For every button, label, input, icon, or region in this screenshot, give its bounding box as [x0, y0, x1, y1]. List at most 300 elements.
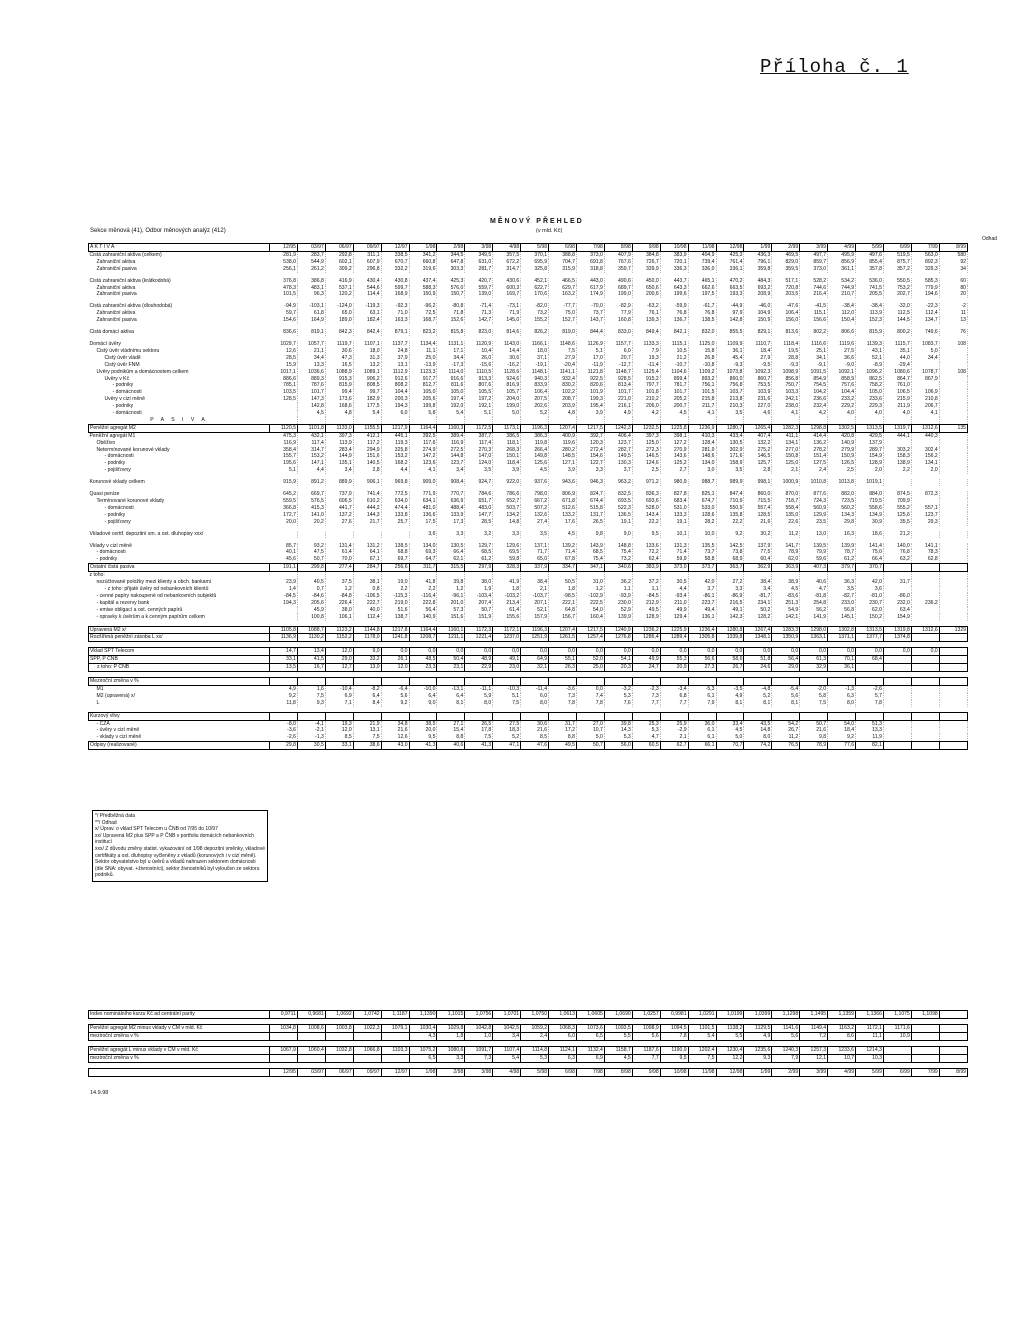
- value-cell: 806,9: [549, 491, 577, 498]
- header-row: [89, 1068, 968, 1076]
- value-cell: 41,3: [409, 742, 437, 750]
- value-cell: 50,2: [744, 607, 772, 614]
- value-cell: 210,7: [828, 291, 856, 298]
- table-row: [89, 1025, 968, 1033]
- value-cell: 105,0: [437, 389, 465, 396]
- value-cell: 7,7: [660, 700, 688, 707]
- value-cell: 25,7: [381, 519, 409, 526]
- value-cell: 1,8: [549, 586, 577, 593]
- value-cell: 219,0: [381, 600, 409, 607]
- footnote: xxx/ Z důvodu změny statist. vykazování od 1/98 depozitní směnky, vkladové certifikáty a ost. dluhopisy vyčleněny z vkladů (korunových i v cizí měně).: [95, 845, 265, 859]
- value-cell: 808,5: [353, 382, 381, 389]
- row-label: Čistá zahraniční aktiva (krátkodobá): [89, 277, 171, 284]
- value-cell: 140,5: [353, 460, 381, 467]
- value-cell: 28,8: [772, 355, 800, 362]
- value-cell: 1171,6: [883, 1025, 911, 1033]
- value-cell: 334,7: [549, 564, 577, 572]
- value-cell: 199,3: [576, 396, 604, 403]
- value-cell: [939, 460, 967, 467]
- value-cell: 31,3: [353, 355, 381, 362]
- table-row: [89, 369, 968, 376]
- value-cell: 0,8: [353, 586, 381, 593]
- value-cell: 233,6: [856, 396, 884, 403]
- value-cell: 787,6: [297, 382, 325, 389]
- value-cell: 6,5: [409, 1054, 437, 1062]
- value-cell: 5,6: [772, 1033, 800, 1041]
- value-cell: 155,2: [521, 317, 549, 324]
- value-cell: 2,0: [911, 467, 939, 474]
- value-cell: 20,2: [297, 519, 325, 526]
- value-cell: [883, 678, 911, 686]
- value-cell: 12,0: [325, 648, 353, 656]
- value-cell: 1091,7: [465, 1046, 493, 1054]
- value-cell: 150,9: [744, 317, 772, 324]
- value-cell: 1110,5: [465, 369, 493, 376]
- value-cell: 49,5: [632, 607, 660, 614]
- value-cell: 59,6: [800, 556, 828, 563]
- value-cell: 168,6: [325, 403, 353, 410]
- row-label: z toho:: [89, 572, 105, 579]
- value-cell: 533,0: [688, 505, 716, 512]
- value-cell: 1107,4: [493, 1046, 521, 1054]
- value-cell: 928,5: [604, 376, 632, 383]
- value-cell: 557,4: [744, 505, 772, 512]
- value-cell: 146,5: [632, 453, 660, 460]
- value-cell: 450,0: [632, 278, 660, 285]
- value-cell: 5,0: [493, 410, 521, 417]
- value-cell: [883, 693, 911, 700]
- value-cell: 26,3: [549, 664, 577, 672]
- value-cell: 261,2: [297, 266, 325, 273]
- value-cell: 3,4: [437, 467, 465, 474]
- value-cell: 23,1: [437, 664, 465, 672]
- value-cell: 27,1: [437, 720, 465, 727]
- value-cell: 10/98: [660, 1068, 688, 1076]
- value-cell: 104,9: [744, 310, 772, 317]
- value-cell: 1042,8: [465, 1025, 493, 1033]
- value-cell: 1207,4: [549, 424, 577, 432]
- value-cell: 5,2: [744, 693, 772, 700]
- value-cell: 474,4: [381, 505, 409, 512]
- value-cell: 77,5: [744, 549, 772, 556]
- value-cell: 60,5: [632, 742, 660, 750]
- value-cell: [911, 614, 939, 621]
- value-cell: 171,6: [716, 453, 744, 460]
- value-cell: 3,3: [576, 467, 604, 474]
- value-cell: 388,8: [549, 251, 577, 258]
- row-label: - opravky k úvěrům a k cenným papírům celkem: [96, 613, 205, 620]
- value-cell: 328,3: [493, 564, 521, 572]
- value-cell: 177,5: [353, 403, 381, 410]
- value-cell: 236,6: [800, 396, 828, 403]
- value-cell: 1312,6: [911, 626, 939, 634]
- value-cell: 79,9: [800, 549, 828, 556]
- value-cell: 1164,4: [409, 424, 437, 432]
- value-cell: 397,3: [325, 432, 353, 439]
- value-cell: 55,1: [549, 656, 577, 664]
- value-cell: -5,4: [772, 685, 800, 692]
- table-row: [89, 440, 968, 447]
- value-cell: 825,1: [688, 491, 716, 498]
- value-cell: -83,6: [772, 593, 800, 600]
- value-cell: 7,2: [800, 1033, 828, 1041]
- value-cell: 58,8: [688, 556, 716, 563]
- value-cell: 142,7: [465, 317, 493, 324]
- value-cell: 20,0: [270, 519, 298, 526]
- value-cell: 1,6: [297, 685, 325, 692]
- value-cell: 1083,7: [911, 341, 939, 348]
- value-cell: [325, 531, 353, 538]
- value-cell: 0,0: [883, 648, 911, 656]
- value-cell: [632, 678, 660, 686]
- value-cell: 10,9: [883, 1033, 911, 1041]
- value-cell: 13,0: [800, 531, 828, 538]
- value-cell: 51,6: [381, 607, 409, 614]
- value-cell: 4,8: [549, 410, 577, 417]
- value-cell: 139,9: [828, 543, 856, 550]
- value-cell: [381, 712, 409, 720]
- value-cell: 4,4: [381, 467, 409, 474]
- value-cell: 208,9: [744, 291, 772, 298]
- row-label: Oběživo: [96, 439, 116, 446]
- value-cell: 1134,4: [409, 341, 437, 348]
- value-cell: 67,1: [353, 556, 381, 563]
- value-cell: 1,8: [437, 1033, 465, 1041]
- value-cell: 123,7: [604, 440, 632, 447]
- value-cell: 153,2: [381, 453, 409, 460]
- value-cell: 12,1: [800, 1054, 828, 1062]
- value-cell: 63,1: [353, 310, 381, 317]
- value-cell: 1059,2: [521, 1025, 549, 1033]
- row-label: Kurzový vlivy: [89, 712, 270, 720]
- value-cell: 1319,7: [883, 424, 911, 432]
- value-cell: 1,1075: [883, 1011, 911, 1019]
- value-cell: 358,4: [270, 447, 298, 454]
- value-cell: 1286,4: [632, 634, 660, 642]
- value-cell: 0,0: [688, 648, 716, 656]
- value-cell: 25,0: [576, 664, 604, 672]
- value-cell: 389,4: [437, 432, 465, 439]
- value-cell: 77,9: [604, 310, 632, 317]
- value-cell: 916,6: [437, 376, 465, 383]
- value-cell: 28,2: [688, 519, 716, 526]
- value-cell: 6/99: [883, 244, 911, 252]
- value-cell: 5,0: [576, 734, 604, 741]
- value-cell: 528,0: [632, 505, 660, 512]
- value-cell: 137,9: [856, 440, 884, 447]
- value-cell: 340,6: [604, 564, 632, 572]
- value-cell: [660, 417, 688, 424]
- value-cell: 2/99: [772, 244, 800, 252]
- value-cell: 210,8: [911, 396, 939, 403]
- value-cell: 222,7: [353, 600, 381, 607]
- value-cell: 336,0: [688, 266, 716, 273]
- value-cell: 347,1: [576, 564, 604, 572]
- table-row: [89, 607, 968, 614]
- value-cell: 213,8: [716, 396, 744, 403]
- value-cell: 858,9: [828, 376, 856, 383]
- value-cell: 7,7: [632, 700, 660, 707]
- value-cell: 1217,5: [576, 626, 604, 634]
- table-row: [89, 285, 968, 292]
- value-cell: 64,8: [549, 607, 577, 614]
- value-cell: 73,7: [576, 310, 604, 317]
- value-cell: 125,7: [744, 460, 772, 467]
- value-cell: 5,3: [521, 1054, 549, 1062]
- value-cell: 495,9: [828, 251, 856, 258]
- value-cell: 544,9: [297, 259, 325, 266]
- row-label: - domácnosti: [104, 453, 134, 460]
- value-cell: 283,7: [297, 251, 325, 258]
- value-cell: 315,9: [549, 266, 577, 273]
- value-cell: 893,2: [688, 376, 716, 383]
- value-cell: 5,3: [604, 693, 632, 700]
- value-cell: 1,1: [632, 586, 660, 593]
- value-cell: 42,0: [688, 579, 716, 586]
- value-cell: 158,9: [716, 460, 744, 467]
- value-cell: 1013,8: [828, 479, 856, 486]
- value-cell: 1312,6: [911, 424, 939, 432]
- value-cell: -2,6: [270, 734, 298, 741]
- value-cell: [716, 572, 744, 579]
- value-cell: 1217,5: [576, 424, 604, 432]
- value-cell: 101,7: [297, 389, 325, 396]
- value-cell: 168,9: [381, 291, 409, 298]
- value-cell: [325, 1054, 353, 1062]
- value-cell: 106,9: [911, 389, 939, 396]
- value-cell: 123,7: [437, 460, 465, 467]
- row-label: Úvěry v Kč: [104, 375, 130, 382]
- value-cell: 1092,1: [828, 369, 856, 376]
- value-cell: 5/98: [521, 244, 549, 252]
- value-cell: 847,4: [716, 491, 744, 498]
- value-cell: 18,0: [521, 348, 549, 355]
- value-cell: 207,1: [521, 600, 549, 607]
- value-cell: -8,9: [856, 362, 884, 369]
- value-cell: 0,0: [660, 648, 688, 656]
- value-cell: 142,3: [716, 614, 744, 621]
- value-cell: 75,4: [604, 549, 632, 556]
- value-cell: 559,5: [270, 498, 298, 505]
- value-cell: [270, 531, 298, 538]
- value-cell: [939, 491, 967, 498]
- value-cell: 101,7: [660, 389, 688, 396]
- value-cell: [911, 417, 939, 424]
- value-cell: -93,9: [604, 593, 632, 600]
- value-cell: 233,2: [828, 396, 856, 403]
- value-cell: 148,8: [604, 543, 632, 550]
- value-cell: 19,1: [660, 519, 688, 526]
- value-cell: 915,9: [270, 479, 298, 486]
- value-cell: 319,6: [409, 266, 437, 273]
- value-cell: 6,0: [521, 693, 549, 700]
- value-cell: 1036,6: [297, 369, 325, 376]
- value-cell: 20,0: [409, 727, 437, 734]
- value-cell: 6/98: [549, 1068, 577, 1076]
- value-cell: 5,1: [576, 348, 604, 355]
- value-cell: 443,0: [576, 278, 604, 285]
- value-cell: 56,6: [688, 656, 716, 664]
- value-cell: 555,2: [883, 505, 911, 512]
- value-cell: [911, 593, 939, 600]
- value-cell: [939, 410, 967, 417]
- value-cell: -71,4: [465, 303, 493, 310]
- table-row: [89, 572, 968, 579]
- value-cell: 359,5: [772, 266, 800, 273]
- value-cell: 270,9: [660, 447, 688, 454]
- value-cell: 753,5: [744, 382, 772, 389]
- value-cell: 754,5: [800, 382, 828, 389]
- value-cell: 314,7: [493, 266, 521, 273]
- value-cell: 61,4: [325, 549, 353, 556]
- value-cell: 588,3: [409, 285, 437, 292]
- table-row: [89, 479, 968, 486]
- value-cell: 135,0: [772, 512, 800, 519]
- table-row: [89, 259, 968, 266]
- value-cell: 9/98: [632, 244, 660, 252]
- value-cell: 21,6: [521, 727, 549, 734]
- value-cell: 854,9: [800, 376, 828, 383]
- value-cell: 76,8: [660, 310, 688, 317]
- value-cell: 27,0: [576, 720, 604, 727]
- value-cell: 7,8: [549, 700, 577, 707]
- table-row: [89, 512, 968, 519]
- value-cell: 223,7: [688, 600, 716, 607]
- value-cell: 1178,0: [353, 634, 381, 642]
- value-cell: 580: [939, 251, 967, 258]
- value-cell: 27,5: [828, 348, 856, 355]
- value-cell: 9,3: [744, 1054, 772, 1062]
- value-cell: 281,7: [465, 266, 493, 273]
- value-cell: 112,0: [828, 310, 856, 317]
- value-cell: 25,0: [409, 355, 437, 362]
- value-cell: 1221,4: [465, 634, 493, 642]
- row-label: P A S I V A: [150, 416, 208, 423]
- value-cell: [939, 712, 967, 720]
- value-cell: 1029,7: [270, 341, 298, 348]
- value-cell: 279,9: [828, 447, 856, 454]
- value-cell: 234,1: [744, 600, 772, 607]
- value-cell: 1141,1: [549, 369, 577, 376]
- value-cell: 112,4: [353, 614, 381, 621]
- value-cell: 302,4: [911, 447, 939, 454]
- value-cell: 58,6: [716, 656, 744, 664]
- value-cell: 1075,2: [409, 1046, 437, 1054]
- value-cell: 1217,9: [381, 424, 409, 432]
- value-cell: 105,0: [856, 389, 884, 396]
- value-cell: 709,9: [883, 498, 911, 505]
- value-cell: 140,0: [883, 543, 911, 550]
- section-row: [89, 417, 968, 424]
- value-cell: 484,3: [744, 278, 772, 285]
- value-cell: 0,9681: [297, 1011, 325, 1019]
- value-cell: 12,0: [381, 664, 409, 672]
- value-cell: 294,9: [353, 447, 381, 454]
- value-cell: 512,6: [549, 505, 577, 512]
- footnote: x/ Úprav. o vklad SPT Telecom u ČNB od 7/95 do 10/97: [95, 826, 218, 833]
- row-label: Rozšířená peněžní zásoba L xx/: [89, 634, 270, 642]
- value-cell: 11/98: [688, 244, 716, 252]
- value-cell: 922,5: [576, 376, 604, 383]
- value-cell: 3,5: [716, 410, 744, 417]
- row-label: - ČZA: [96, 720, 110, 727]
- value-cell: 10,5: [660, 348, 688, 355]
- value-cell: 937,6: [521, 479, 549, 486]
- value-cell: 433,4: [716, 432, 744, 439]
- value-cell: -2,3: [632, 685, 660, 692]
- value-cell: [939, 432, 967, 439]
- value-cell: 126,5: [828, 460, 856, 467]
- value-cell: 5,5: [716, 1033, 744, 1041]
- value-cell: 142,5: [716, 543, 744, 550]
- value-cell: 7,5: [688, 1054, 716, 1062]
- value-cell: 12,0: [325, 727, 353, 734]
- value-cell: 1125,4: [632, 369, 660, 376]
- value-cell: 199,8: [409, 403, 437, 410]
- value-cell: 117,6: [409, 440, 437, 447]
- value-cell: 73,2: [604, 556, 632, 563]
- value-cell: -11,4: [632, 362, 660, 369]
- value-cell: 309,2: [325, 266, 353, 273]
- value-cell: [939, 648, 967, 656]
- value-cell: 1094,5: [660, 1025, 688, 1033]
- value-cell: 60,4: [744, 556, 772, 563]
- value-cell: 56,0: [604, 742, 632, 750]
- value-cell: 144,5: [883, 317, 911, 324]
- value-cell: 315,5: [437, 564, 465, 572]
- value-cell: 23,0: [493, 664, 521, 672]
- value-cell: 128,6: [688, 512, 716, 519]
- value-cell: 48,5: [409, 656, 437, 664]
- value-cell: -9,3: [716, 362, 744, 369]
- value-cell: 359,7: [604, 266, 632, 273]
- value-cell: 357,5: [493, 251, 521, 258]
- value-cell: 1073,6: [576, 1025, 604, 1033]
- value-cell: 0,0: [521, 648, 549, 656]
- value-cell: 20,3: [604, 664, 632, 672]
- value-cell: 119,3: [381, 440, 409, 447]
- value-cell: 5,1: [465, 410, 493, 417]
- value-cell: 2,5: [828, 467, 856, 474]
- value-cell: 3,7: [604, 467, 632, 474]
- value-cell: [911, 498, 939, 505]
- value-cell: [632, 417, 660, 424]
- value-cell: 195,4: [576, 403, 604, 410]
- value-cell: 72,5: [409, 310, 437, 317]
- value-cell: 13,5: [270, 664, 298, 672]
- value-cell: 924,7: [465, 479, 493, 486]
- value-cell: 141,4: [856, 543, 884, 550]
- value-cell: 1003,8: [325, 1025, 353, 1033]
- value-cell: 136,6: [409, 512, 437, 519]
- value-cell: 667,2: [521, 498, 549, 505]
- value-cell: -115,3: [381, 593, 409, 600]
- value-cell: 1339,8: [716, 634, 744, 642]
- value-cell: 889,9: [325, 479, 353, 486]
- value-cell: 1010,8: [800, 479, 828, 486]
- value-cell: 1,0742: [353, 1011, 381, 1019]
- value-cell: 189,0: [325, 317, 353, 324]
- value-cell: 127,2: [660, 440, 688, 447]
- table-row: [89, 556, 968, 563]
- value-cell: 125,0: [632, 440, 660, 447]
- value-cell: 2,4: [521, 1033, 549, 1041]
- value-cell: 806,6: [828, 329, 856, 336]
- value-cell: 21,6: [800, 727, 828, 734]
- value-cell: 9,2: [828, 734, 856, 741]
- value-cell: 43,1: [856, 348, 884, 355]
- value-cell: 138,7: [381, 614, 409, 621]
